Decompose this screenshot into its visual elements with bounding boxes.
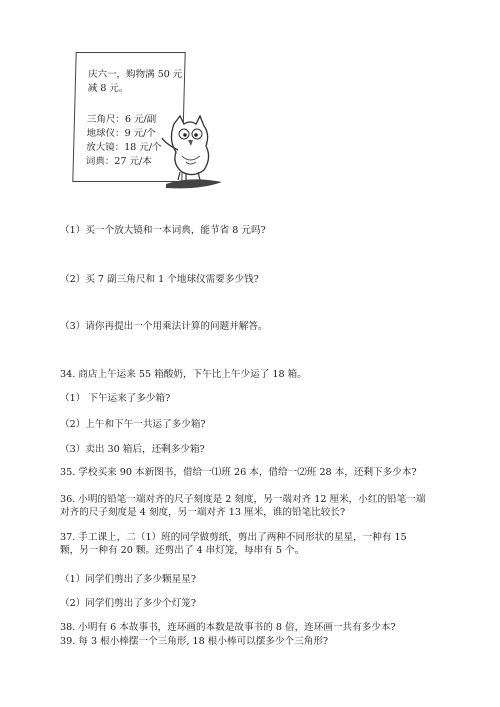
question-37-2: （2）同学们剪出了多少个灯笼? — [60, 598, 196, 609]
question-33-2: （2）买 7 副三角尺和 1 个地球仪需要多少钱? — [60, 274, 259, 285]
question-37-1: （1）同学们剪出了多少颗星星? — [60, 574, 196, 585]
question-38: 38. 小明有 6 本故事书，连环画的本数是故事书的 8 倍，连环画一共有多少本? — [60, 622, 396, 633]
owl-illustration — [160, 114, 224, 194]
question-34-2: （2）上午和下午一共运了多少箱? — [60, 419, 206, 430]
question-34-1: （1） 下午运来了多少箱? — [60, 393, 171, 404]
question-36: 36. 小明的铅笔一端对齐的尺子刻度是 2 刻度，另一端对齐 12 厘米，小红的铅笔一端对齐的尺子刻度是 4 刻度，另一端对齐 13 厘米，谁的铅笔比较长? — [60, 494, 426, 518]
poster-line: 减 8 元。 — [87, 83, 129, 94]
poster-line: 地球仪：9 元/个 — [86, 128, 156, 139]
question-33-3: （3）请你再提出一个用乘法计算的问题并解答。 — [60, 321, 268, 332]
question-34-3: （3）卖出 30 箱后，还剩多少箱? — [60, 444, 205, 455]
question-33-1: （1）买一个放大镜和一本词典，能节省 8 元吗? — [60, 225, 266, 236]
poster-line: 词典：27 元/本 — [85, 156, 152, 167]
question-34: 34. 商店上午运来 55 箱酸奶，下午比上午少运了 18 箱。 — [60, 369, 307, 380]
question-37: 37. 手工课上，二（1）班的同学做剪纸，剪出了两种不同形状的星星，一种有 15 颗，另一种有 20 颗。还剪出了 4 串灯笼，每串有 5 个。 — [60, 532, 407, 556]
shopping-poster-figure — [74, 52, 224, 192]
question-35: 35. 学校买来 90 本新图书，借给一⑴班 26 本，借给一⑵班 28 本，还剩下多少本? — [60, 467, 417, 478]
poster-line: 三角尺：6 元/副 — [86, 114, 157, 125]
poster-line: 放大镜：18 元/个 — [86, 142, 162, 153]
poster-line: 庆六一，购物满 50 元 — [87, 69, 183, 80]
question-39: 39. 每 3 根小棒摆一个三角形, 18 根小棒可以摆多少个三角形? — [60, 636, 329, 647]
